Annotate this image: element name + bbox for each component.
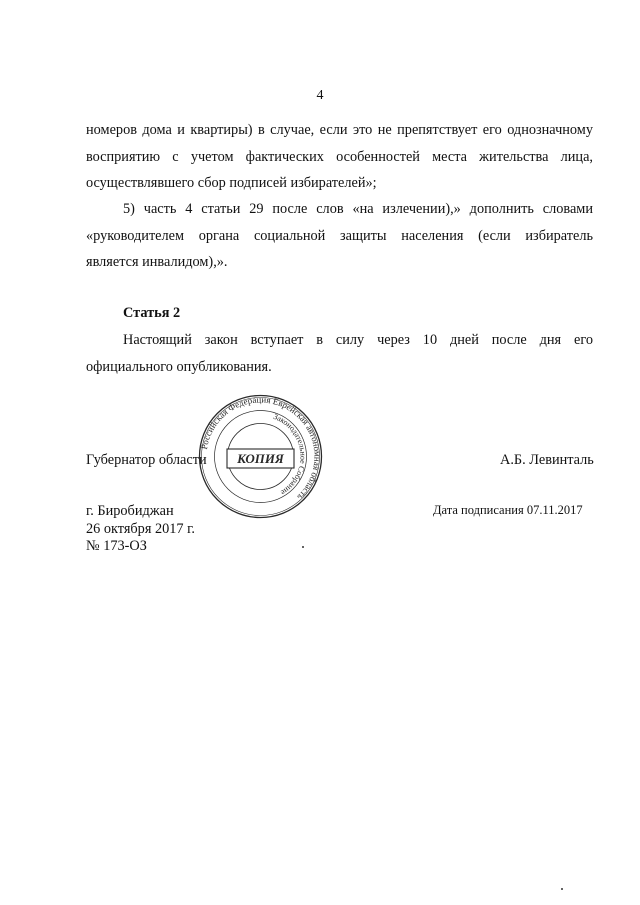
article-heading: Статья 2 [123,305,181,321]
ink-speck [561,888,563,890]
text-line: номеров дома и квартиры) в случае, если это не препятствует его однозначному [86,122,593,138]
text-line: осуществлявшего сбор подписей избирателей»; [86,175,377,191]
paragraph-item-5 [86,196,593,276]
seal-center-text: КОПИЯ [237,451,284,466]
signatory-name: А.Б. Левинталь [500,452,594,468]
text-line: 5) часть 4 статьи 29 после слов «на излечении),» дополнить словами [123,201,593,217]
article-body [86,327,593,380]
page-number: 4 [316,88,324,103]
text-line: «руководителем органа социальной защиты населения (если избиратель [86,227,593,244]
law-number: № 173-ОЗ [86,538,147,554]
signing-date: Дата подписания 07.11.2017 [433,503,583,517]
seal-inner-text: Законодательное Собрание [272,411,308,498]
text-line: официального опубликования. [86,358,272,375]
text-line: восприятию с учетом фактических особенностей места жительства лица, [86,148,593,165]
text-line: Настоящий закон вступает в силу через 10 дней после дня его [123,332,593,348]
law-date: 26 октября 2017 г. [86,520,195,537]
paragraph-continuation [86,117,593,197]
text-line: является инвалидом),». [86,254,228,270]
place-block [86,503,195,556]
seal-outer-text: Российская Федерация Еврейская автономная область [198,394,323,503]
official-seal [198,394,323,519]
ink-speck [302,546,304,548]
city: г. Биробиджан [86,503,174,519]
signatory-position: Губернатор области [86,452,207,468]
